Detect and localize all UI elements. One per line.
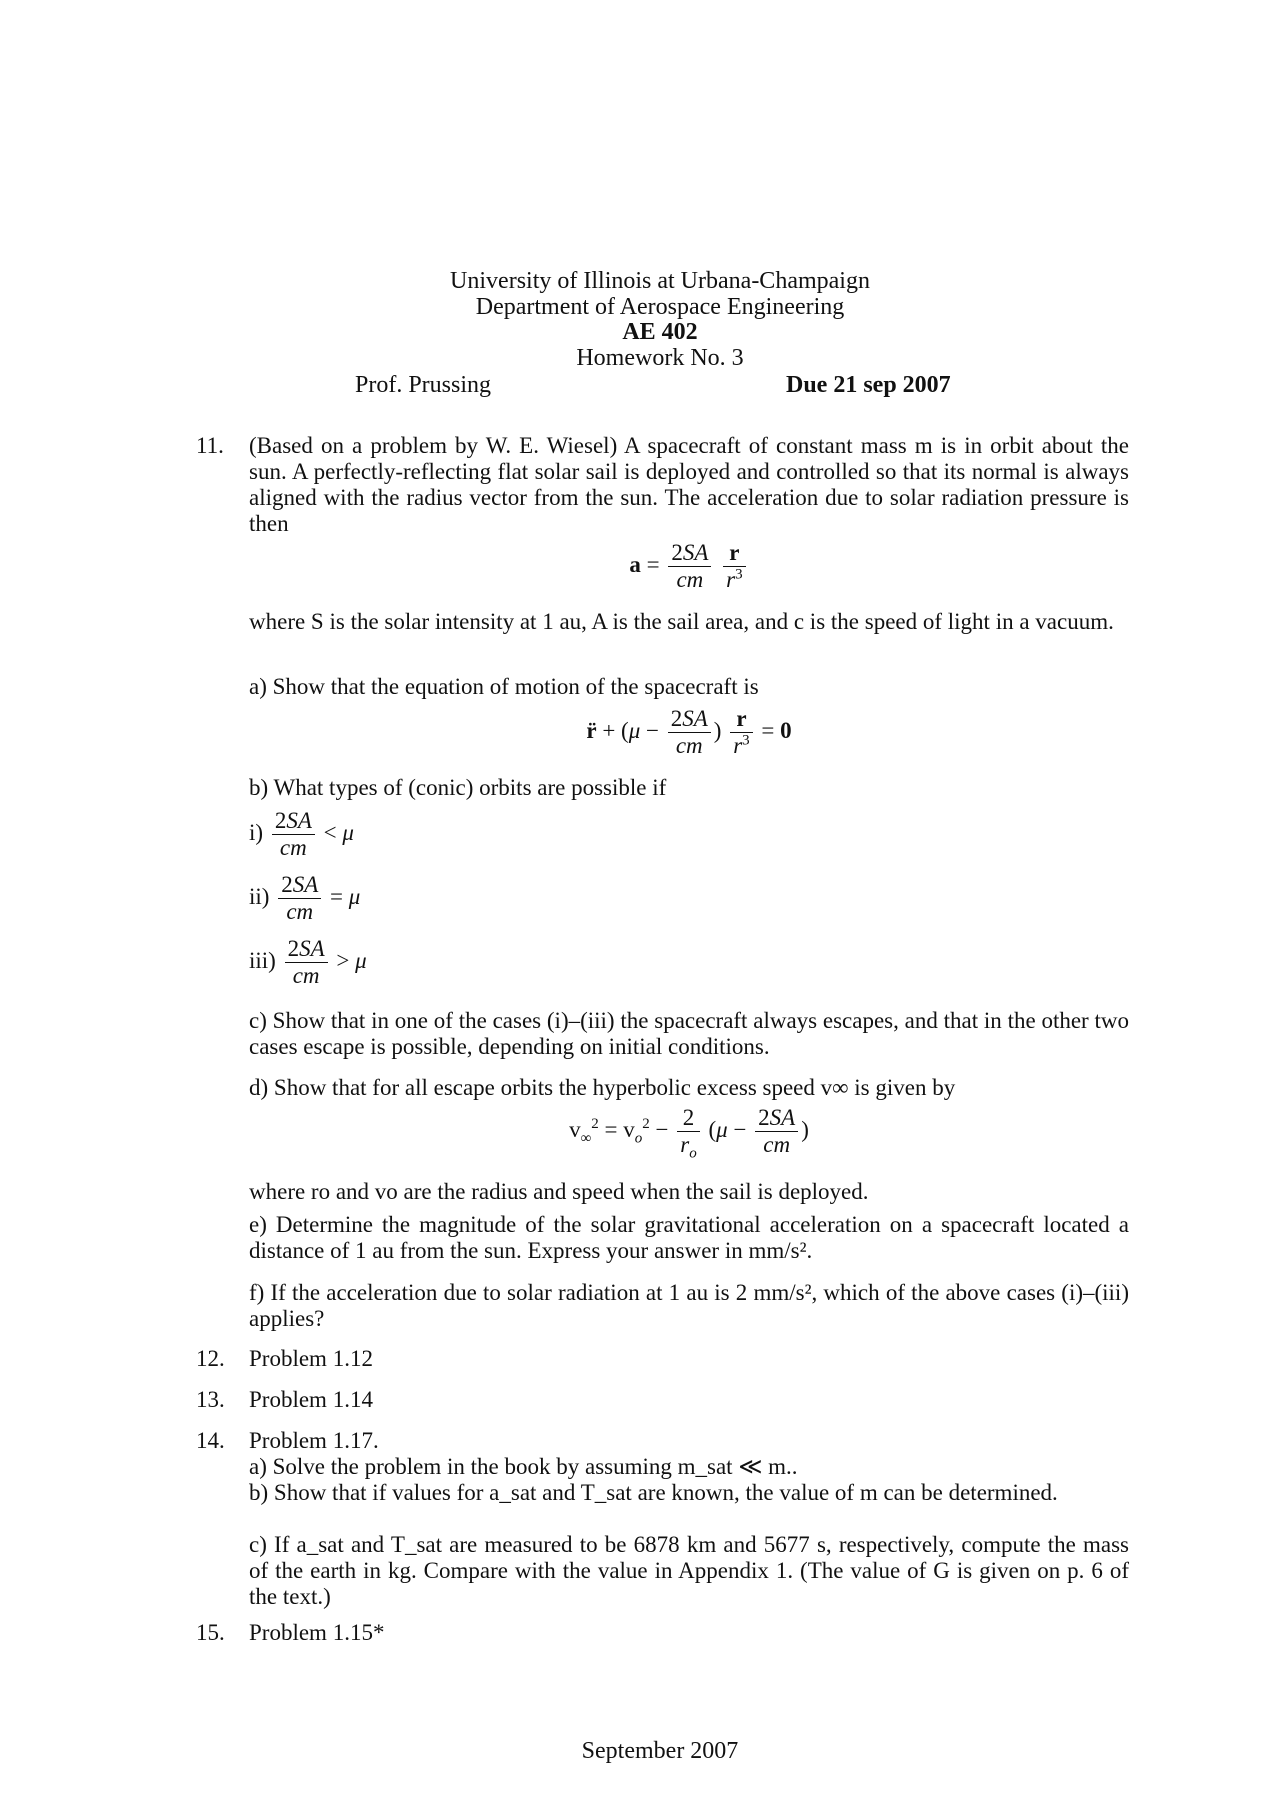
due-date: Due 21 sep 2007 (786, 372, 951, 398)
case-ii: ii) $\frac{2SA}{cm}$ = μ (249, 872, 361, 924)
problem-13-text: Problem 1.14 (249, 1387, 373, 1412)
problem-12-number: 12. (196, 1346, 225, 1371)
problem-14-text: Problem 1.17. (249, 1428, 379, 1453)
department-name: Department of Aerospace Engineering (475, 294, 845, 320)
problem-13-number: 13. (196, 1387, 225, 1412)
problem-15-text: Problem 1.15* (249, 1620, 385, 1645)
part-f-text: f) If the acceleration due to solar radiation at 1 au is 2 mm/s², which of the above cases (i)–(iii) applies? (249, 1280, 1129, 1331)
case-iii-label: iii) (249, 947, 276, 973)
part-b-text: b) What types of (conic) orbits are possible if (249, 775, 667, 800)
problem-11-intro: (Based on a problem by W. E. Wiesel) A spacecraft of constant mass m is in orbit about the sun. A perfectly-reflecting flat solar sail is deployed and controlled so that its normal is always aligned with the radius vector from the sun. The acceleration due to solar radiation pressure is then (249, 433, 1129, 536)
problem-12-text: Problem 1.12 (249, 1346, 373, 1371)
problem-14-number: 14. (196, 1428, 225, 1453)
problem-14-part-b: b) Show that if values for a_sat and T_sat are known, the value of m can be determined. (249, 1480, 1058, 1505)
problem-11-where: where S is the solar intensity at 1 au, A is the sail area, and c is the speed of light in a vacuum. (249, 609, 1114, 634)
professor-name: Prof. Prussing (355, 372, 492, 398)
problem-11-number: 11. (196, 433, 224, 458)
problem-14-part-c: c) If a_sat and T_sat are measured to be 6878 km and 5677 s, respectively, compute the mass of the earth in kg. Compare with the value in Appendix 1. (The value of G is given on p. 6 of the text.) (249, 1532, 1129, 1609)
problem-15-number: 15. (196, 1620, 225, 1645)
part-c-text: c) Show that in one of the cases (i)–(iii) the spacecraft always escapes, and that in the other two cases escape is possible, depending on initial conditions. (249, 1008, 1129, 1059)
part-e-text: e) Determine the magnitude of the solar gravitational acceleration on a spacecraft located a distance of 1 au from the sun. Express your answer in mm/s². (249, 1212, 1129, 1263)
part-d-text: d) Show that for all escape orbits the hyperbolic excess speed v∞ is given by (249, 1075, 956, 1100)
case-i: i) $\frac{2SA}{cm}$ < μ (249, 808, 354, 860)
equation-excess-speed: $v_\infty^2 = v_o^2$ − $\frac{2}{r_o}$ (μ − $\frac{2SA}{cm}$ ) (569, 1105, 809, 1162)
course-code: AE 402 (622, 319, 698, 345)
footer-date: September 2007 (581, 1738, 739, 1764)
case-i-label: i) (249, 819, 264, 845)
equation-of-motion: r̈ + (μ − $\frac{2SA}{cm}$ ) $\frac{r}{r^3}$ = 0 (586, 706, 792, 758)
homework-title: Homework No. 3 (576, 345, 744, 371)
problem-14-part-a: a) Solve the problem in the book by assuming m_sat ≪ m.. (249, 1454, 798, 1479)
case-ii-label: ii) (249, 883, 270, 909)
case-iii: iii) $\frac{2SA}{cm}$ > μ (249, 936, 367, 988)
equation-sail-acceleration: a = $\frac{2SA}{cm}$ $\frac{r}{r^3}$ (249, 540, 1129, 593)
university-name: University of Illinois at Urbana-Champaign (450, 268, 870, 294)
part-d-where: where ro and vo are the radius and speed when the sail is deployed. (249, 1179, 869, 1204)
part-a-text: a) Show that the equation of motion of the spacecraft is (249, 674, 759, 699)
